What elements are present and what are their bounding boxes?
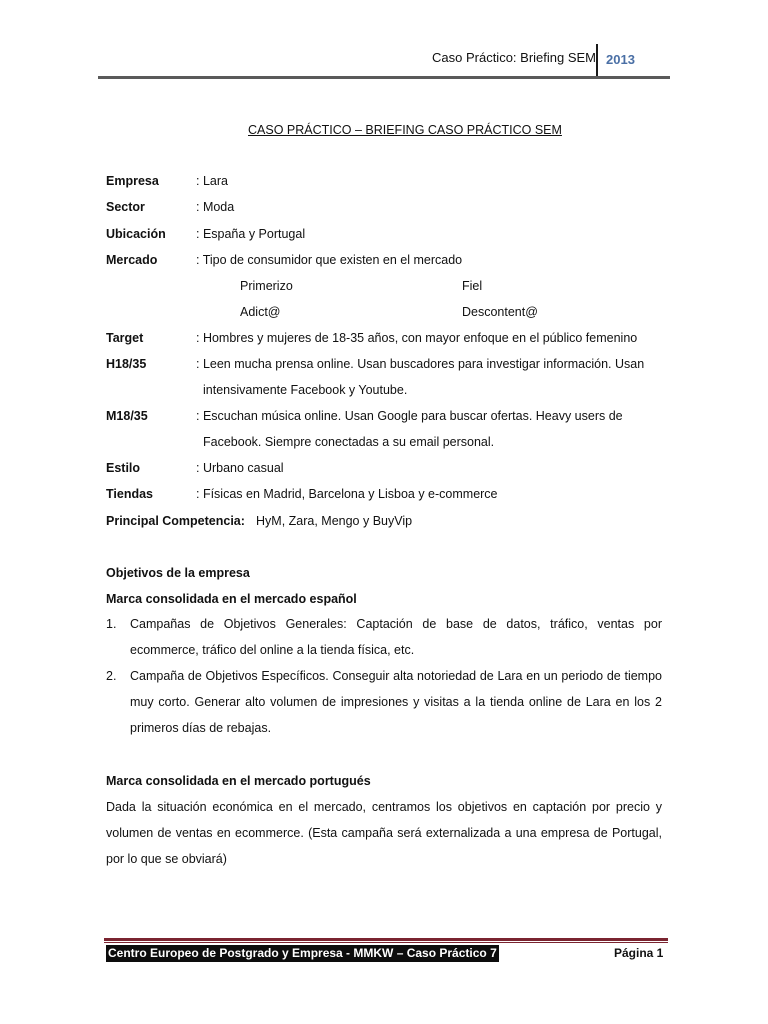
field-value-m1835: : Escuchan música online. Usan Google para buscar ofertas. Heavy users de	[196, 409, 623, 423]
header-year: 2013	[606, 52, 635, 67]
header-title: Caso Práctico: Briefing SEM	[432, 50, 597, 65]
list-item-number: 1.	[106, 617, 117, 631]
field-label-ubicacion: Ubicación	[106, 227, 166, 241]
page-number: Página 1	[614, 946, 664, 960]
field-value-competencia: HyM, Zara, Mengo y BuyVip	[256, 514, 413, 528]
header-rule	[98, 76, 670, 79]
field-label-sector: Sector	[106, 200, 145, 214]
list-item-number: 2.	[106, 669, 117, 683]
footer-text: Centro Europeo de Postgrado y Empresa - MMKW – Caso Práctico 7	[108, 946, 497, 960]
field-value-target: : Hombres y mujeres de 18-35 años, con mayor enfoque en el público femenino	[196, 331, 638, 345]
consumer-type-descontento: Descontent@	[462, 305, 538, 319]
field-value-sector: : Moda	[196, 200, 235, 214]
footer-rule	[104, 938, 668, 941]
field-label-target: Target	[106, 331, 144, 345]
section-heading-portugal: Marca consolidada en el mercado portugués	[106, 774, 371, 788]
list-item-text: Campañas de Objetivos Generales: Captación de base de datos, tráfico, ventas por ecommerce, tráfico del online a la tienda física, etc.	[130, 617, 662, 657]
field-value-empresa: : Lara	[196, 174, 228, 188]
section-heading-spain: Marca consolidada en el mercado español	[106, 592, 357, 606]
field-label-tiendas: Tiendas	[106, 487, 154, 501]
field-value-m1835-cont: Facebook. Siempre conectadas a su email personal.	[203, 435, 495, 449]
header-divider	[596, 44, 598, 76]
document-title: CASO PRÁCTICO – BRIEFING CASO PRÁCTICO SEM	[248, 123, 562, 137]
field-value-mercado: : Tipo de consumidor que existen en el mercado	[196, 253, 463, 267]
field-value-h1835: : Leen mucha prensa online. Usan buscadores para investigar información. Usan	[196, 357, 645, 371]
footer-rule-thin	[104, 942, 668, 943]
consumer-type-fiel: Fiel	[462, 279, 483, 293]
field-label-empresa: Empresa	[106, 174, 159, 188]
list-item-text: Campaña de Objetivos Específicos. Conseguir alta notoriedad de Lara en un periodo de tiempo muy corto. Generar alto volumen de impresiones y visitas a la tienda online de Lara en los 2 primeros días de rebajas.	[130, 669, 662, 735]
field-value-estilo: : Urbano casual	[196, 461, 284, 475]
field-value-h1835-cont: intensivamente Facebook y Youtube.	[203, 383, 408, 397]
consumer-type-primerizo: Primerizo	[240, 279, 293, 293]
field-value-ubicacion: : España y Portugal	[196, 227, 306, 241]
portugal-paragraph: Dada la situación económica en el mercado, centramos los objetivos en captación por precio y volumen de ventas en ecommerce. (Esta campaña será externalizada a una empresa de Portugal, por lo que se obviará)	[106, 800, 662, 866]
consumer-type-adicto: Adict@	[240, 305, 281, 319]
field-label-estilo: Estilo	[106, 461, 141, 475]
field-label-mercado: Mercado	[106, 253, 158, 267]
field-value-tiendas: : Físicas en Madrid, Barcelona y Lisboa y e-commerce	[196, 487, 498, 501]
field-label-h1835: H18/35	[106, 357, 147, 371]
field-label-competencia: Principal Competencia:	[106, 514, 245, 528]
section-heading-objetivos: Objetivos de la empresa	[106, 566, 250, 580]
field-label-m1835: M18/35	[106, 409, 148, 423]
